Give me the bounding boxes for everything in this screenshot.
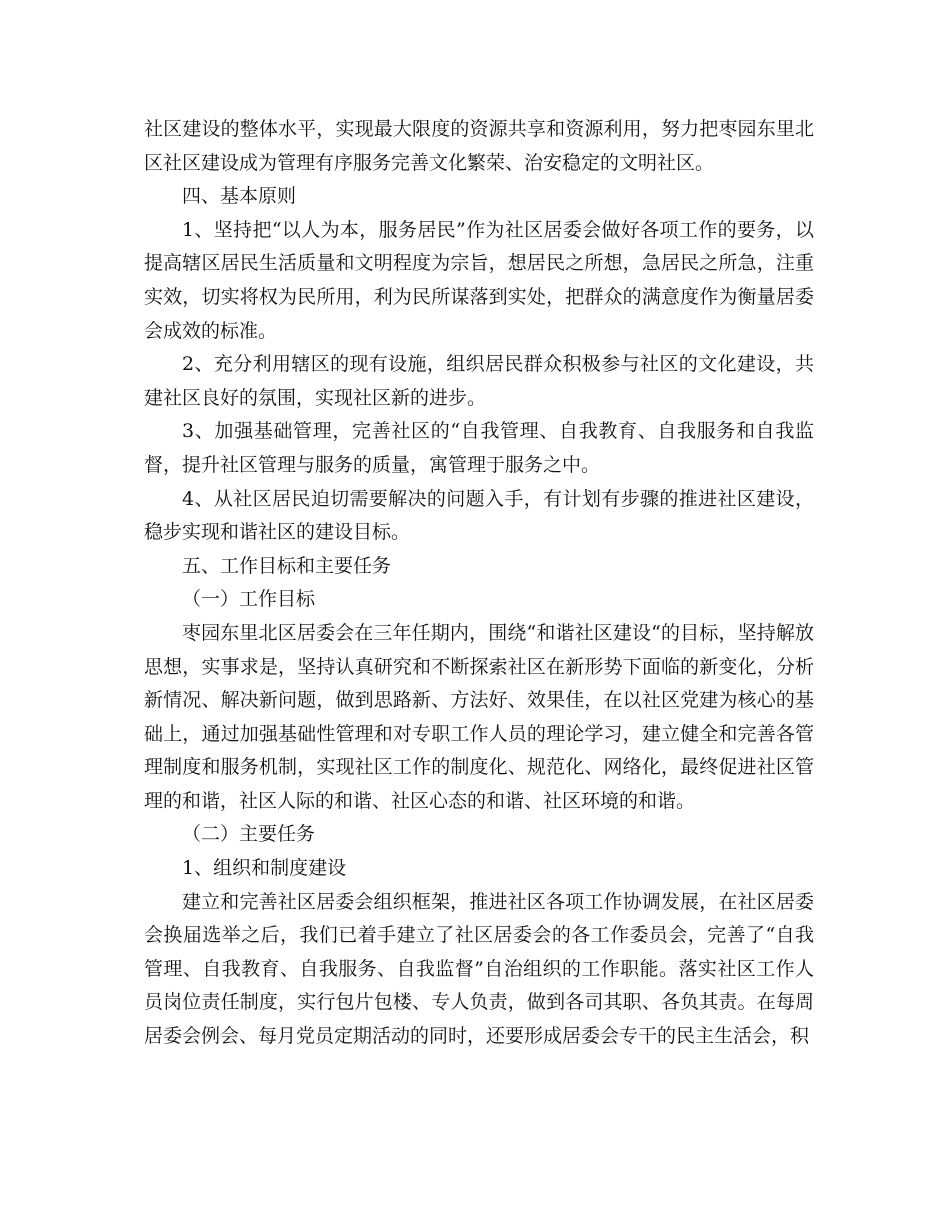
- principle-1: 1、坚持把“以人为本，服务居民”作为社区居委会做好各项工作的要务，以提高辖区居民生活质量和文明程度为宗旨，想居民之所想，急居民之所急，注重实效，切实将权为民所用，利为民所谋落到实处，把群众的满意度作为衡量居委会成效的标准。: [144, 218, 814, 342]
- document-page: [144, 113, 814, 1054]
- paragraph-continuation: 社区建设的整体水平，实现最大限度的资源共享和资源利用，努力把枣园东里北区社区建设成为管理有序服务完善文化繁荣、治安稳定的文明社区。: [144, 118, 814, 174]
- section-heading-basic-principles: 四、基本原则: [182, 185, 297, 208]
- work-goals-body: 枣园东里北区居委会在三年任期内，围绕“和谐社区建设“的目标，坚持解放思想，实事求是，坚持认真研究和不断探索社区在新形势下面临的新变化，分析新情况、解决新问题，做到思路新、方法好、效果佳，在以社区党建为核心的基础上，通过加强基础性管理和对专职工作人员的理论学习，建立健全和完善各管理制度和服务机制，实现社区工作的制度化、规范化、网络化，最终促进社区管理的和谐，社区人际的和谐、社区心态的和谐、社区环境的和谐。: [144, 621, 814, 812]
- subheading-main-tasks: （二）主要任务: [182, 823, 316, 846]
- organization-body: 建立和完善社区居委会组织框架，推进社区各项工作协调发展，在社区居委会换届选举之后，我们已着手建立了社区居委会的各工作委员会，完善了“自我管理、自我教育、自我服务、自我监督”自治组织的工作职能。落实社区工作人员岗位责任制度，实行包片包楼、专人负责，做到各司其职、各负其责。在每周居委会例会、每月党员定期活动的同时，还要形成居委会专干的民主生活会，积: [144, 890, 814, 1048]
- principle-2: 2、充分利用辖区的现有设施，组织居民群众积极参与社区的文化建设，共建社区良好的氛围，实现社区新的进步。: [144, 353, 814, 409]
- task-heading-organization: 1、组织和制度建设: [182, 857, 347, 880]
- subheading-work-goals: （一）工作目标: [182, 588, 316, 611]
- section-heading-goals-tasks: 五、工作目标和主要任务: [182, 554, 392, 577]
- principle-3: 3、加强基础管理，完善社区的“自我管理、自我教育、自我服务和自我监督，提升社区管理与服务的质量，寓管理于服务之中。: [144, 420, 814, 476]
- principle-4: 4、从社区居民迫切需要解决的问题入手，有计划有步骤的推进社区建设，稳步实现和谐社区的建设目标。: [144, 487, 814, 544]
